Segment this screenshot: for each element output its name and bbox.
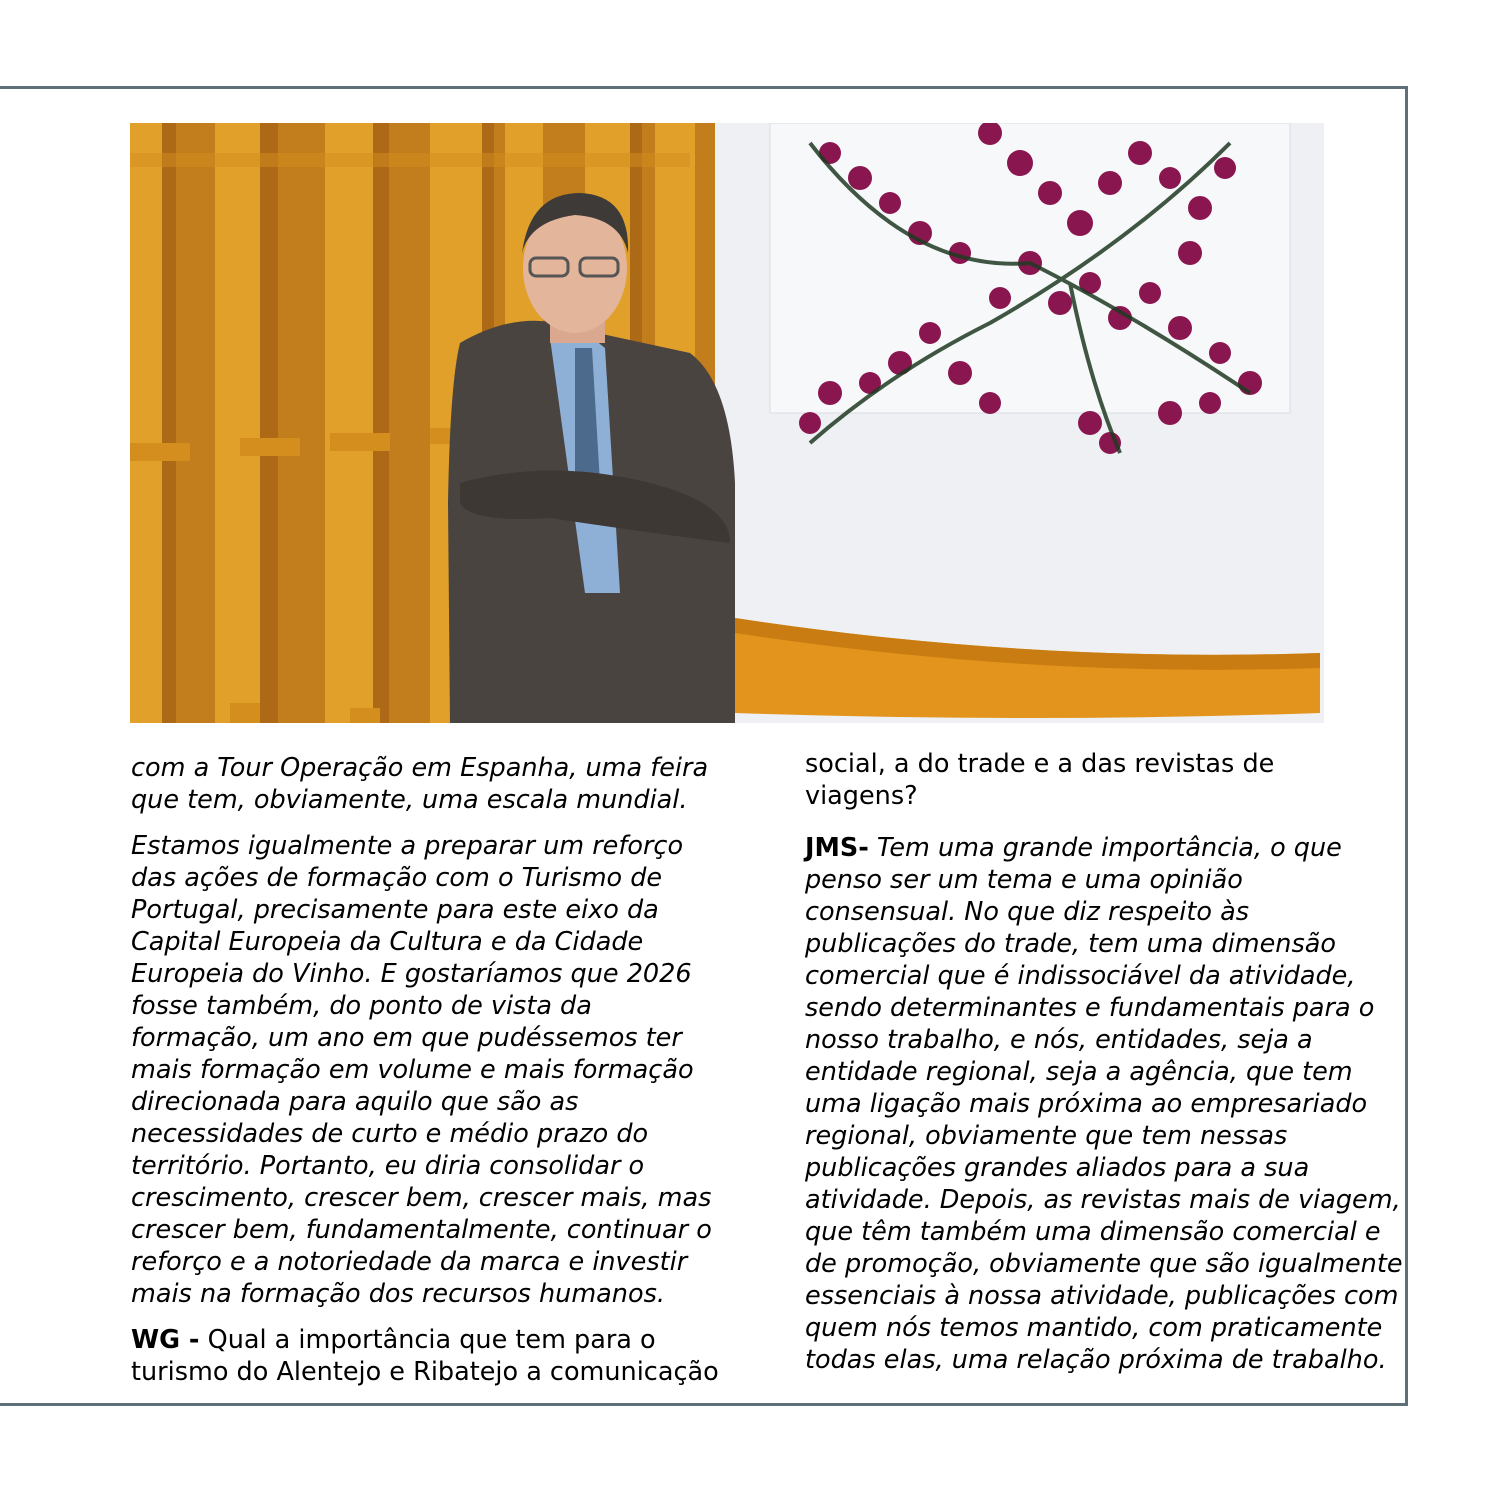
question-continuation: social, a do trade e a das revistas de viagens?: [805, 749, 1275, 811]
paragraph-1: com a Tour Operação em Espanha, uma feira que tem, obviamente, uma escala mundial.: [131, 753, 709, 815]
right-column: [805, 748, 1403, 1390]
speaker-wg: WG -: [131, 1325, 200, 1355]
answer-paragraph: JMS- Tem uma grande importância, o que penso ser um tema e uma opinião consensual. No que diz respeito às publicações do trade, tem uma dimensão comercial que é indissociável da atividade, sendo determinantes e fundamentais para o nosso trabalho, e nós, entidades, seja a entidade regional, seja a agência, que tem uma ligação mais próxima ao empresariado regional, obviamente que tem nessas publicações grandes aliados para a sua atividade. Depois, as revistas mais de viagem, que têm também uma dimensão comercial e de promoção, obviamente que são igualmente essenciais à nossa atividade, publicações com quem nós temos mantido, com praticamente todas elas, uma relação próxima de trabalho.: [805, 833, 1403, 1375]
left-column: [131, 752, 719, 1402]
question-paragraph: WG - Qual a importância que tem para o turismo do Alentejo e Ribatejo a comunicação: [131, 1325, 719, 1387]
speaker-jms: JMS-: [805, 833, 869, 863]
interview-photo: [130, 123, 1324, 723]
paragraph-2: Estamos igualmente a preparar um reforço das ações de formação com o Turismo de Portugal, precisamente para este eixo da Capital Europeia da Cultura e da Cidade Europeia do Vinho. E gostaríamos que 2026 fosse também, do ponto de vista da formação, um ano em que pudéssemos ter mais formação em volume e mais formação direcionada para aquilo que são as necessidades de curto e médio prazo do território. Portanto, eu diria consolidar o crescimento, crescer bem, crescer mais, mas crescer bem, fundamentalmente, continuar o reforço e a notoriedade da marca e investir mais na formação dos recursos humanos.: [131, 831, 712, 1309]
